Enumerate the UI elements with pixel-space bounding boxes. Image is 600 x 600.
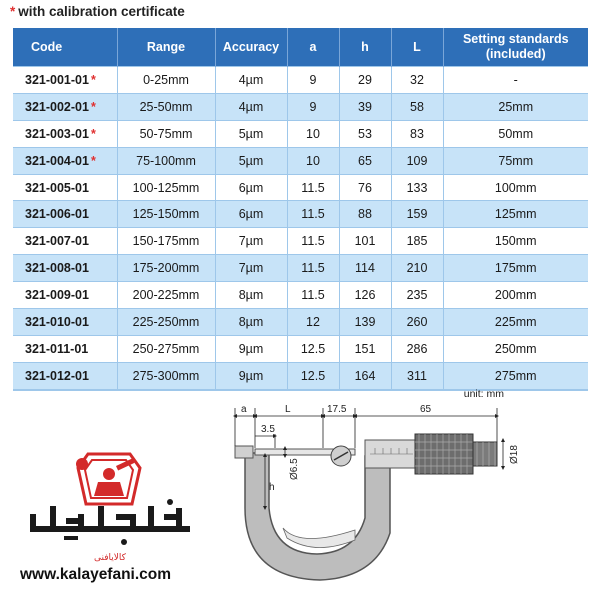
calibration-star-marker: * xyxy=(90,153,96,168)
cell-a: 11.5 xyxy=(287,174,339,201)
dim-label-h: h xyxy=(269,482,275,493)
header-range: Range xyxy=(117,28,215,67)
cell-L: 32 xyxy=(391,67,443,94)
cell-range: 150-175mm xyxy=(117,228,215,255)
cell-code-text: 321-004-01 xyxy=(25,153,89,168)
cell-range: 0-25mm xyxy=(117,67,215,94)
cell-a: 10 xyxy=(287,147,339,174)
cell-setting: - xyxy=(443,67,588,94)
cell-range: 225-250mm xyxy=(117,309,215,336)
cell-h: 126 xyxy=(339,282,391,309)
cell-code-text: 321-005-01 xyxy=(25,180,89,195)
cell-code-text: 321-008-01 xyxy=(25,261,89,276)
cell-accuracy: 8µm xyxy=(215,309,287,336)
cell-accuracy: 4µm xyxy=(215,93,287,120)
cell-range: 25-50mm xyxy=(117,93,215,120)
cell-accuracy: 9µm xyxy=(215,362,287,389)
micrometer-frame xyxy=(245,453,390,580)
cell-a: 11.5 xyxy=(287,255,339,282)
table-header-row xyxy=(13,28,588,67)
cell-setting: 125mm xyxy=(443,201,588,228)
cell-range: 100-125mm xyxy=(117,174,215,201)
header-code: Code xyxy=(13,28,117,67)
cell-h: 139 xyxy=(339,309,391,336)
table-row xyxy=(13,174,588,201)
cell-code-text: 321-010-01 xyxy=(25,314,89,329)
cell-a: 12 xyxy=(287,309,339,336)
table-row xyxy=(13,93,588,120)
cell-accuracy: 4µm xyxy=(215,67,287,94)
dim-label-d18: Ø18 xyxy=(509,445,520,464)
cell-code xyxy=(13,120,117,147)
header-h: h xyxy=(339,28,391,67)
cell-h: 151 xyxy=(339,335,391,362)
cell-setting: 225mm xyxy=(443,309,588,336)
table-row xyxy=(13,228,588,255)
cell-code xyxy=(13,147,117,174)
micrometer-diagram xyxy=(205,398,595,598)
cell-code xyxy=(13,255,117,282)
cell-code-text: 321-003-01 xyxy=(25,126,89,141)
header-setting-line1: Setting standards xyxy=(462,32,569,46)
cell-setting: 100mm xyxy=(443,174,588,201)
dim-label-17-5: 17.5 xyxy=(327,404,347,415)
table-row xyxy=(13,362,588,389)
dim-label-a: a xyxy=(241,404,247,415)
cell-h: 53 xyxy=(339,120,391,147)
cell-range: 75-100mm xyxy=(117,147,215,174)
cell-L: 235 xyxy=(391,282,443,309)
note-star-marker: * xyxy=(10,4,16,19)
cell-code-text: 321-006-01 xyxy=(25,207,89,222)
cell-range: 175-200mm xyxy=(117,255,215,282)
cell-accuracy: 6µm xyxy=(215,201,287,228)
cell-range: 125-150mm xyxy=(117,201,215,228)
cell-code-text: 321-001-01 xyxy=(25,72,89,87)
cell-L: 109 xyxy=(391,147,443,174)
brand-logo-text: کالایافنی xyxy=(94,553,126,563)
cell-h: 29 xyxy=(339,67,391,94)
cell-accuracy: 9µm xyxy=(215,335,287,362)
cell-a: 11.5 xyxy=(287,282,339,309)
cell-h: 101 xyxy=(339,228,391,255)
cell-accuracy: 6µm xyxy=(215,174,287,201)
header-a: a xyxy=(287,28,339,67)
cell-setting: 75mm xyxy=(443,147,588,174)
micrometer-ratchet xyxy=(473,442,497,466)
cell-accuracy: 7µm xyxy=(215,255,287,282)
cell-accuracy: 8µm xyxy=(215,282,287,309)
cell-L: 83 xyxy=(391,120,443,147)
cell-code-text: 321-002-01 xyxy=(25,99,89,114)
table-row xyxy=(13,335,588,362)
cell-L: 311 xyxy=(391,362,443,389)
cell-L: 185 xyxy=(391,228,443,255)
cell-code xyxy=(13,93,117,120)
calibration-star-marker: * xyxy=(90,99,96,114)
cell-h: 39 xyxy=(339,93,391,120)
cell-code xyxy=(13,309,117,336)
cell-L: 159 xyxy=(391,201,443,228)
spec-table xyxy=(13,28,588,391)
dim-label-d6-5: Ø6.5 xyxy=(289,458,300,480)
cell-L: 133 xyxy=(391,174,443,201)
table-body xyxy=(13,67,588,390)
cell-a: 11.5 xyxy=(287,201,339,228)
cell-a: 9 xyxy=(287,67,339,94)
micrometer-thimble xyxy=(415,434,473,474)
cell-accuracy: 5µm xyxy=(215,120,287,147)
dim-label-L: L xyxy=(285,404,291,415)
cell-range: 50-75mm xyxy=(117,120,215,147)
cell-L: 58 xyxy=(391,93,443,120)
micrometer-anvil xyxy=(235,446,253,458)
unit-note: unit: mm xyxy=(463,388,504,400)
cell-L: 260 xyxy=(391,309,443,336)
cell-L: 210 xyxy=(391,255,443,282)
cell-setting: 25mm xyxy=(443,93,588,120)
note-text: with calibration certificate xyxy=(18,4,185,19)
cell-setting: 275mm xyxy=(443,362,588,389)
dim-label-65: 65 xyxy=(420,404,432,415)
table-row xyxy=(13,147,588,174)
cell-code-text: 321-011-01 xyxy=(25,341,89,356)
table-row xyxy=(13,201,588,228)
cell-h: 88 xyxy=(339,201,391,228)
table-row xyxy=(13,282,588,309)
cell-code-text: 321-007-01 xyxy=(25,234,89,249)
cell-range: 275-300mm xyxy=(117,362,215,389)
cell-setting: 200mm xyxy=(443,282,588,309)
cell-setting: 50mm xyxy=(443,120,588,147)
header-setting-line2: (included) xyxy=(485,47,546,61)
cell-code xyxy=(13,174,117,201)
cell-a: 10 xyxy=(287,120,339,147)
header-L: L xyxy=(391,28,443,67)
brand-logo xyxy=(20,448,200,563)
calibration-star-marker: * xyxy=(90,126,96,141)
cell-code xyxy=(13,67,117,94)
header-accuracy: Accuracy xyxy=(215,28,287,67)
table-row xyxy=(13,255,588,282)
cell-h: 114 xyxy=(339,255,391,282)
calibration-note xyxy=(10,4,185,19)
cell-code-text: 321-009-01 xyxy=(25,288,89,303)
cell-accuracy: 7µm xyxy=(215,228,287,255)
cell-a: 9 xyxy=(287,93,339,120)
cell-setting: 175mm xyxy=(443,255,588,282)
cell-h: 76 xyxy=(339,174,391,201)
cell-code xyxy=(13,335,117,362)
cell-code xyxy=(13,362,117,389)
brand-wordmark xyxy=(30,499,190,545)
table-row xyxy=(13,120,588,147)
table-row xyxy=(13,67,588,94)
cell-h: 164 xyxy=(339,362,391,389)
cell-h: 65 xyxy=(339,147,391,174)
cell-range: 250-275mm xyxy=(117,335,215,362)
cell-code-text: 321-012-01 xyxy=(25,368,89,383)
cell-accuracy: 5µm xyxy=(215,147,287,174)
website-url: www.kalayefani.com xyxy=(20,566,172,583)
cell-code xyxy=(13,282,117,309)
calibration-star-marker: * xyxy=(90,72,96,87)
cell-code xyxy=(13,228,117,255)
cell-L: 286 xyxy=(391,335,443,362)
cell-setting: 150mm xyxy=(443,228,588,255)
dim-label-3-5: 3.5 xyxy=(261,424,275,435)
cell-code xyxy=(13,201,117,228)
cell-a: 12.5 xyxy=(287,335,339,362)
cell-a: 11.5 xyxy=(287,228,339,255)
cell-range: 200-225mm xyxy=(117,282,215,309)
cell-a: 12.5 xyxy=(287,362,339,389)
cell-setting: 250mm xyxy=(443,335,588,362)
table-row xyxy=(13,309,588,336)
header-setting-standards xyxy=(443,28,588,67)
